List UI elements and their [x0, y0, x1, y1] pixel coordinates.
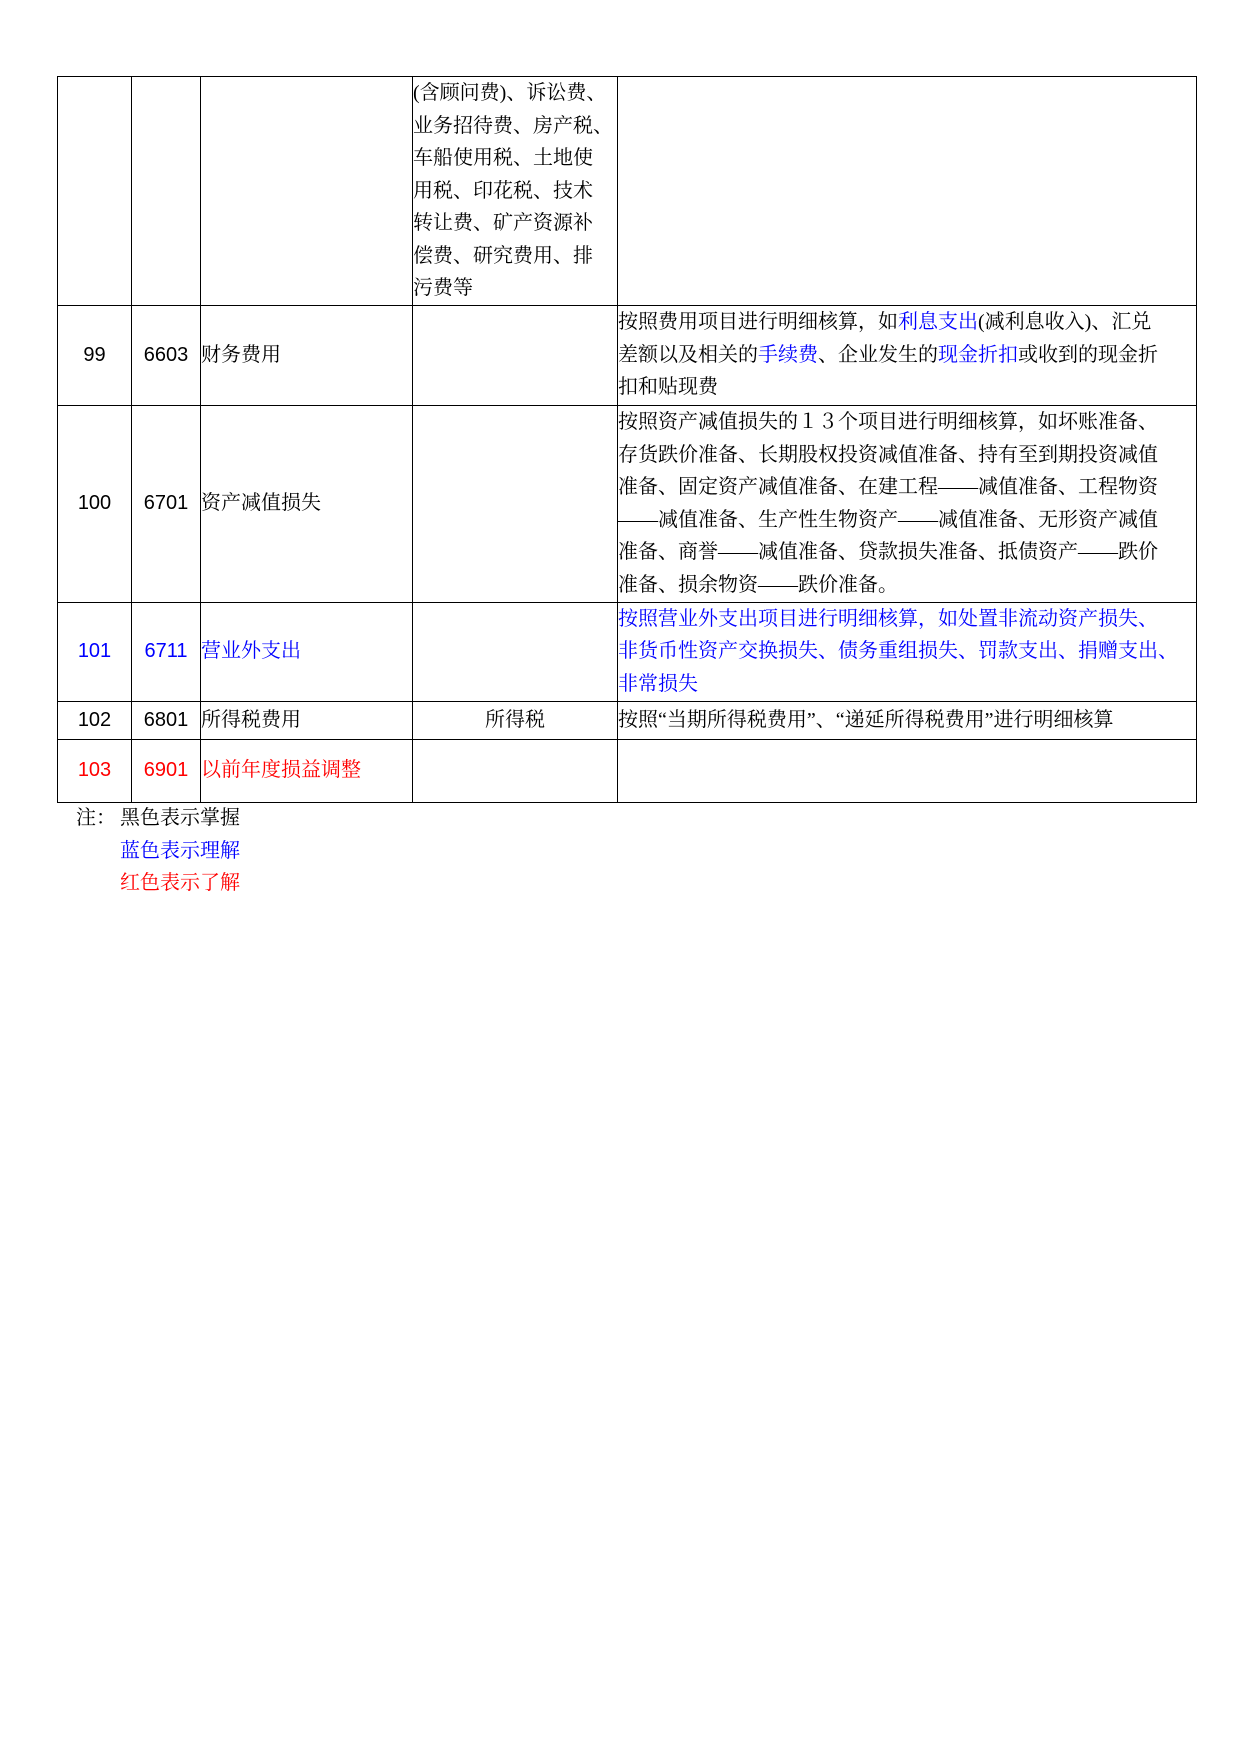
note-cell: [618, 405, 1197, 602]
detail-cell: [413, 77, 618, 306]
account-name: 以前年度损益调整: [201, 739, 413, 802]
highlight-text: 手续费: [758, 343, 818, 366]
color-legend: [76, 802, 240, 900]
detail-line: 转让费、矿产资源补: [413, 212, 593, 234]
note-cell: [618, 701, 1197, 739]
detail-cell: [413, 305, 618, 405]
detail-line: 污费等: [413, 277, 473, 299]
account-name: 财务费用: [201, 305, 413, 405]
legend-label: 注：: [76, 807, 116, 829]
account-code: 6901: [132, 739, 201, 802]
note-text: (减利息收入)、汇兑: [978, 311, 1152, 334]
detail-line: 车船使用税、土地使: [413, 147, 593, 169]
account-name: 资产减值损失: [201, 405, 413, 602]
note-line: 非常损失: [618, 672, 698, 695]
note-text: 或收到的现金折: [1018, 343, 1158, 366]
note-line: [618, 306, 1196, 339]
note-line: 准备、商誉——减值准备、贷款损失准备、抵债资产——跌价: [618, 541, 1158, 563]
row-number: 102: [58, 701, 132, 739]
note-cell: [618, 305, 1197, 405]
row-number: 101: [58, 602, 132, 701]
table-row: [58, 701, 1197, 739]
note-text: 按照费用项目进行明细核算，如: [618, 311, 898, 334]
detail-line: 偿费、研究费用、排: [413, 244, 593, 267]
row-number: 99: [58, 305, 132, 405]
table-row: [58, 405, 1197, 602]
note-text: 差额以及相关的: [618, 343, 758, 366]
note-cell: [618, 77, 1197, 306]
note-line: 非货币性资产交换损失、债务重组损失、罚款支出、捐赠支出、: [618, 640, 1178, 663]
account-name: [201, 77, 413, 306]
detail-cell: 所得税: [413, 701, 618, 739]
account-name: 营业外支出: [201, 602, 413, 701]
note-text: 、企业发生的: [818, 343, 938, 366]
note-line: 按照营业外支出项目进行明细核算，如处置非流动资产损失、: [618, 607, 1158, 630]
highlight-text: 利息支出: [898, 311, 978, 334]
account-code: 6701: [132, 405, 201, 602]
detail-line: 业务招待费、房产税、: [413, 114, 613, 137]
note-cell: [618, 739, 1197, 802]
detail-line: (含顾问费)、诉讼费、: [413, 82, 607, 104]
row-number: 100: [58, 405, 132, 602]
account-name: 所得税费用: [201, 701, 413, 739]
note-cell: [618, 602, 1197, 701]
table-row: [58, 739, 1197, 802]
account-table: [57, 76, 1197, 803]
note-text: 扣和贴现费: [618, 376, 718, 399]
account-code: 6801: [132, 701, 201, 739]
account-code: 6603: [132, 305, 201, 405]
note-line: 按照资产减值损失的１３个项目进行明细核算，如坏账准备、: [618, 411, 1158, 433]
row-number: [58, 77, 132, 306]
detail-cell: [413, 739, 618, 802]
account-code: [132, 77, 201, 306]
detail-line: 用税、印花税、技术: [413, 179, 593, 202]
detail-cell: [413, 405, 618, 602]
note-line: 存货跌价准备、长期股权投资减值准备、持有至到期投资减值: [618, 443, 1158, 466]
highlight-text: 现金折扣: [938, 343, 1018, 366]
table-row: [58, 305, 1197, 405]
table-row: [58, 77, 1197, 306]
note-line: [618, 339, 1196, 372]
note-line: 准备、固定资产减值准备、在建工程——减值准备、工程物资: [618, 476, 1158, 498]
legend-items: [120, 802, 240, 900]
row-number: 103: [58, 739, 132, 802]
legend-item-master: 黑色表示掌握: [120, 807, 240, 829]
table-row: [58, 602, 1197, 701]
note-line: ——减值准备、生产性生物资产——减值准备、无形资产减值: [618, 508, 1158, 531]
note-line: 按照“当期所得税费用”、“递延所得税费用”进行明细核算: [618, 708, 1114, 731]
note-line: [618, 371, 1196, 404]
legend-item-understand: 蓝色表示理解: [120, 839, 240, 862]
account-code: 6711: [132, 602, 201, 701]
detail-cell: [413, 602, 618, 701]
legend-item-aware: 红色表示了解: [120, 872, 240, 894]
note-line: 准备、损余物资——跌价准备。: [618, 573, 898, 596]
